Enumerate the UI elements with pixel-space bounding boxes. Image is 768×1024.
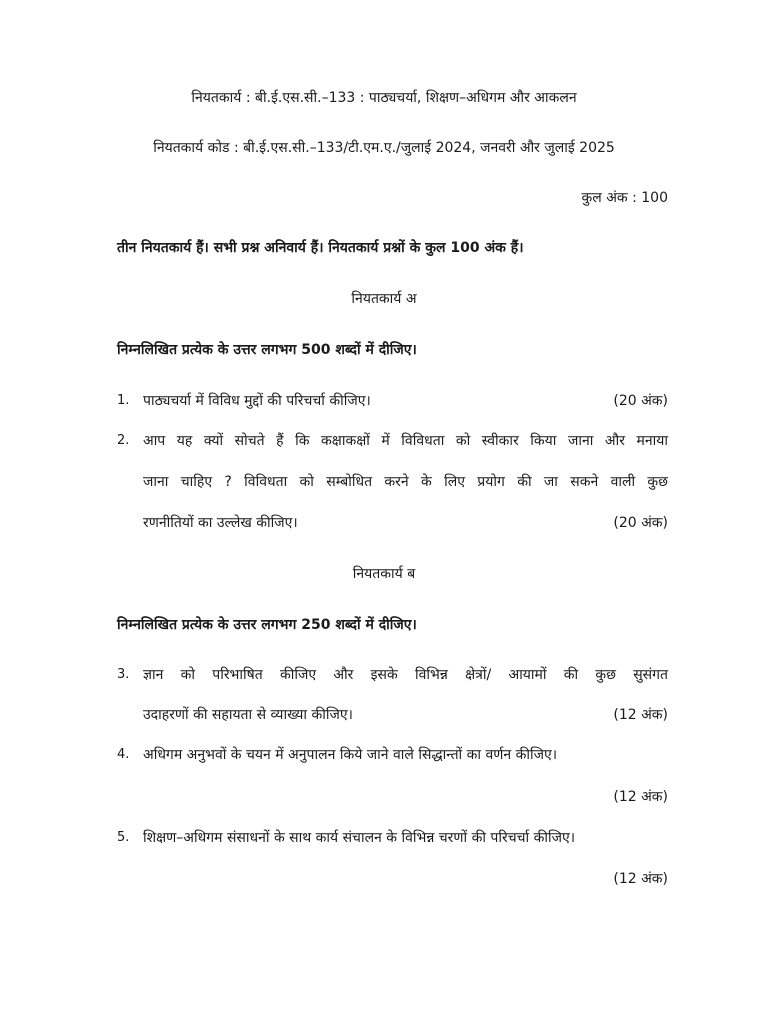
question-number: 1. (117, 393, 130, 408)
question-text: शिक्षण–अधिगम संसाधनों के साथ कार्य संचालन के विभिन्न चरणों की परिचर्चा कीजिए। (143, 830, 576, 846)
total-marks: कुल अंक : 100 (581, 190, 668, 206)
question-marks: (12 अंक) (613, 707, 668, 723)
assignment-code: नियतकार्य कोड : बी.ई.एस.सी.–133/टी.एम.ए./जुलाई 2024, जनवरी और जुलाई 2025 (153, 140, 615, 156)
question-text-line-1: आप यह क्यों सोचते हैं कि कक्षाकक्षों में विविधता को स्वीकार किया जाना और मनाया (143, 433, 668, 449)
question-text: अधिगम अनुभवों के चयन में अनुपालन किये जाने वाले सिद्धान्तों का वर्णन कीजिए। (143, 747, 558, 763)
question-number: 4. (117, 747, 130, 762)
section-a-instruction: निम्नलिखित प्रत्येक के उत्तर लगभग 500 शब्दों में दीजिए। (117, 342, 417, 358)
section-b-heading: नियतकार्य ब (352, 566, 416, 582)
question-marks: (20 अंक) (613, 515, 668, 531)
question-marks: (12 अंक) (613, 789, 668, 805)
question-marks: (20 अंक) (613, 393, 668, 409)
question-text-line-1: ज्ञान को परिभाषित कीजिए और इसके विभिन्न क्षेत्रों/ आयामों की कुछ सुसंगत (143, 667, 668, 683)
question-text: पाठ्यचर्या में विविध मुद्दों की परिचर्चा कीजिए। (143, 393, 371, 409)
section-b-instruction: निम्नलिखित प्रत्येक के उत्तर लगभग 250 शब्दों में दीजिए। (117, 617, 417, 633)
question-text-line-2: उदाहरणों की सहायता से व्याख्या कीजिए। (143, 707, 353, 723)
question-text-line-3: रणनीतियों का उल्लेख कीजिए। (143, 515, 298, 531)
general-instructions: तीन नियतकार्य हैं। सभी प्रश्न अनिवार्य हैं। नियतकार्य प्रश्नों के कुल 100 अंक हैं। (117, 240, 524, 256)
question-marks: (12 अंक) (613, 871, 668, 887)
assignment-title: नियतकार्य : बी.ई.एस.सी.–133 : पाठ्यचर्या, शिक्षण–अधिगम और आकलन (191, 90, 577, 106)
question-number: 2. (117, 433, 130, 448)
question-number: 3. (117, 667, 130, 682)
section-a-heading: नियतकार्य अ (351, 291, 417, 307)
question-number: 5. (117, 830, 130, 845)
question-text-line-2: जाना चाहिए ? विविधता को सम्बोधित करने के लिए प्रयोग की जा सकने वाली कुछ (143, 474, 668, 490)
